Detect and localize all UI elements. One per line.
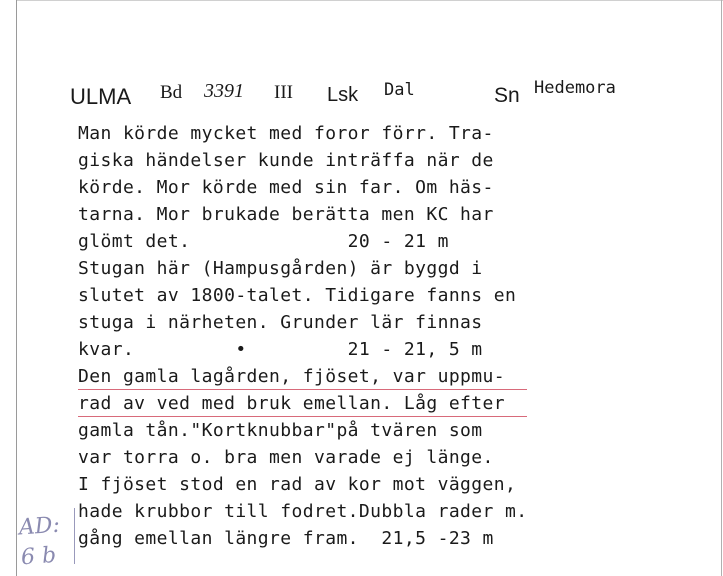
text-line: gång emellan längre fram. 21,5 -23 m — [78, 528, 494, 549]
text-line-underlined: rad av ved med bruk emellan. Låg efter — [78, 390, 527, 417]
text-line: hade krubbor till fodret.Dubbla rader m. — [78, 501, 528, 522]
text-line: Stugan här (Hampusgården) är byggd i — [78, 258, 483, 279]
text-line: var torra o. bra men varade ej länge. — [78, 447, 494, 468]
card-body — [78, 120, 527, 552]
text-line: slutet av 1800-talet. Tidigare fanns en — [78, 285, 517, 306]
text-line: kvar. • 21 - 21, 5 m — [78, 339, 483, 360]
text-line-underlined: Den gamla lagården, fjöset, var uppmu- — [78, 363, 527, 390]
text-line: Man körde mycket med foror förr. Tra- — [78, 123, 494, 144]
socken-label: Sn — [494, 84, 520, 107]
handwritten-margin-note — [18, 511, 63, 574]
card-header — [0, 76, 723, 108]
text-line: tarna. Mor brukade berätta men KC har — [78, 204, 494, 225]
handwritten-code-2: 6 b — [20, 542, 57, 571]
landskap-label: Lsk — [327, 84, 359, 106]
volume-part: III — [274, 82, 293, 103]
socken-value: Hedemora — [534, 78, 616, 98]
text-line: giska händelser kunde inträffa när de — [78, 150, 494, 171]
text-line: gamla tån."Kortknubbar"på tvären som — [78, 420, 483, 441]
landskap-value: Dal — [384, 80, 415, 100]
text-line: I fjöset stod en rad av kor mot väggen, — [78, 474, 517, 495]
volume-label: Bd — [160, 82, 183, 103]
archive-code: ULMA — [70, 84, 132, 109]
text-line: körde. Mor körde med sin far. Om häs- — [78, 177, 494, 198]
margin-pencil-mark — [74, 508, 83, 564]
text-line: stuga i närheten. Grunder lär finnas — [78, 312, 483, 333]
handwritten-code-1: AD: — [18, 512, 61, 541]
text-line: glömt det. 20 - 21 m — [78, 231, 449, 252]
volume-number: 3391 — [204, 80, 244, 102]
